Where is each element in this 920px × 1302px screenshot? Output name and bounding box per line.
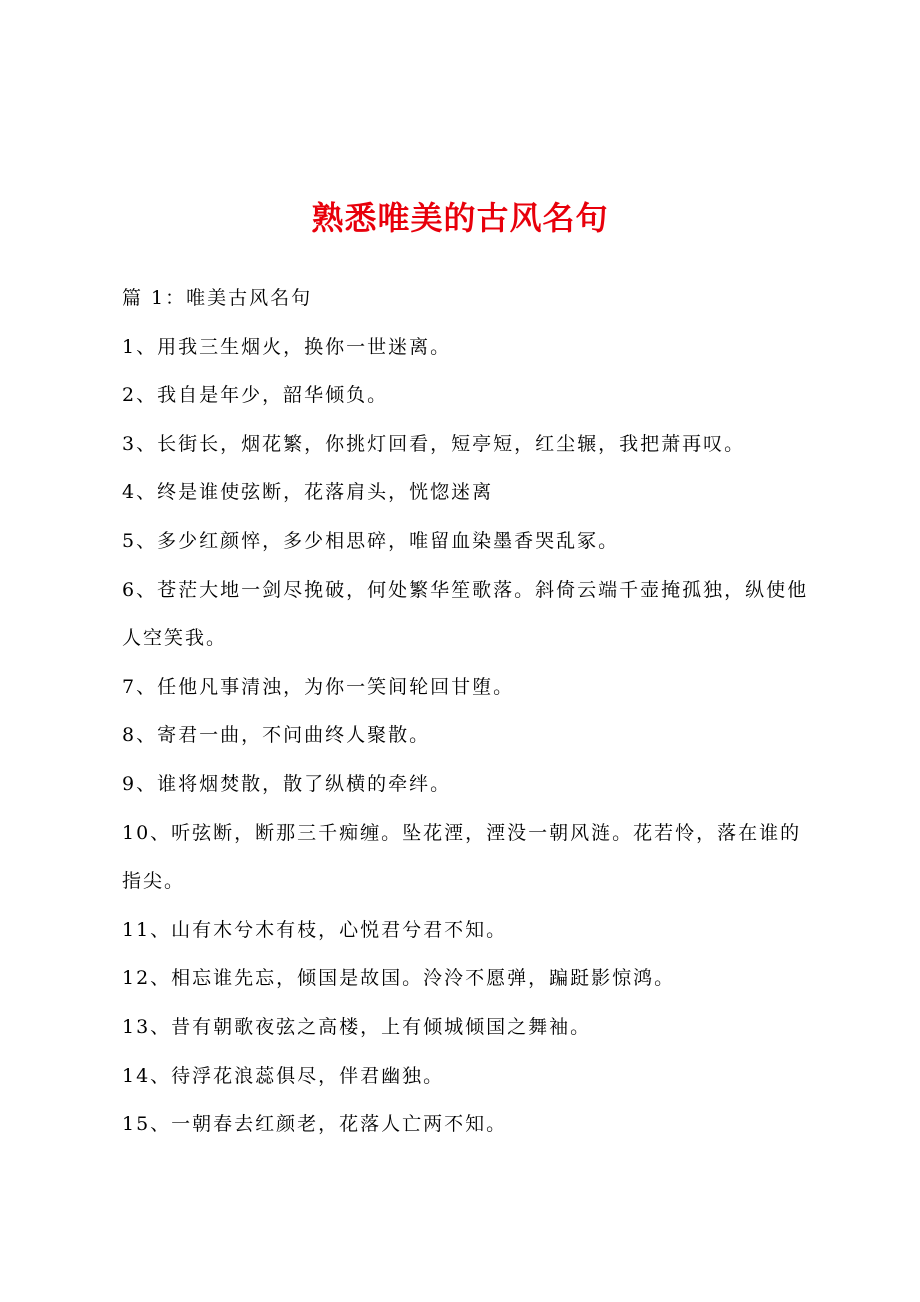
- list-item: 7、任他凡事清浊，为你一笑间轮回甘堕。: [122, 675, 515, 698]
- list-item: 15、一朝春去红颜老，花落人亡两不知。: [122, 1113, 508, 1136]
- list-item: 12、相忘谁先忘，倾国是故国。泠泠不愿弹，蹁跹影惊鸿。: [122, 967, 676, 990]
- list-item: 4、终是谁使弦断，花落肩头，恍惚迷离: [122, 481, 494, 504]
- list-item: 9、谁将烟焚散，散了纵横的牵绊。: [122, 772, 452, 795]
- list-item: 6、苍茫大地一剑尽挽破，何处繁华笙歌落。斜倚云端千壶掩孤独，纵使他人空笑我。: [122, 578, 809, 650]
- section-heading: 篇 1：唯美古风名句: [122, 287, 313, 309]
- list-item: 14、待浮花浪蕊俱尽，伴君幽独。: [122, 1064, 445, 1087]
- list-item: 2、我自是年少，韶华倾负。: [122, 384, 389, 407]
- list-item: 11、山有木兮木有枝，心悦君兮君不知。: [122, 918, 508, 941]
- list-item: 13、昔有朝歌夜弦之高楼，上有倾城倾国之舞袖。: [122, 1015, 592, 1038]
- document-title: 熟悉唯美的古风名句: [311, 199, 609, 237]
- list-item: 3、长街长，烟花繁，你挑灯回看，短亭短，红尘辗，我把萧再叹。: [122, 432, 746, 455]
- list-item: 1、用我三生烟火，换你一世迷离。: [122, 335, 452, 358]
- document-body: [122, 274, 822, 1149]
- list-item: 8、寄君一曲，不问曲终人聚散。: [122, 724, 431, 747]
- list-item: 10、听弦断，断那三千痴缠。坠花湮，湮没一朝风涟。花若怜，落在谁的指尖。: [122, 821, 802, 893]
- list-item: 5、多少红颜悴，多少相思碎，唯留血染墨香哭乱冢。: [122, 529, 620, 552]
